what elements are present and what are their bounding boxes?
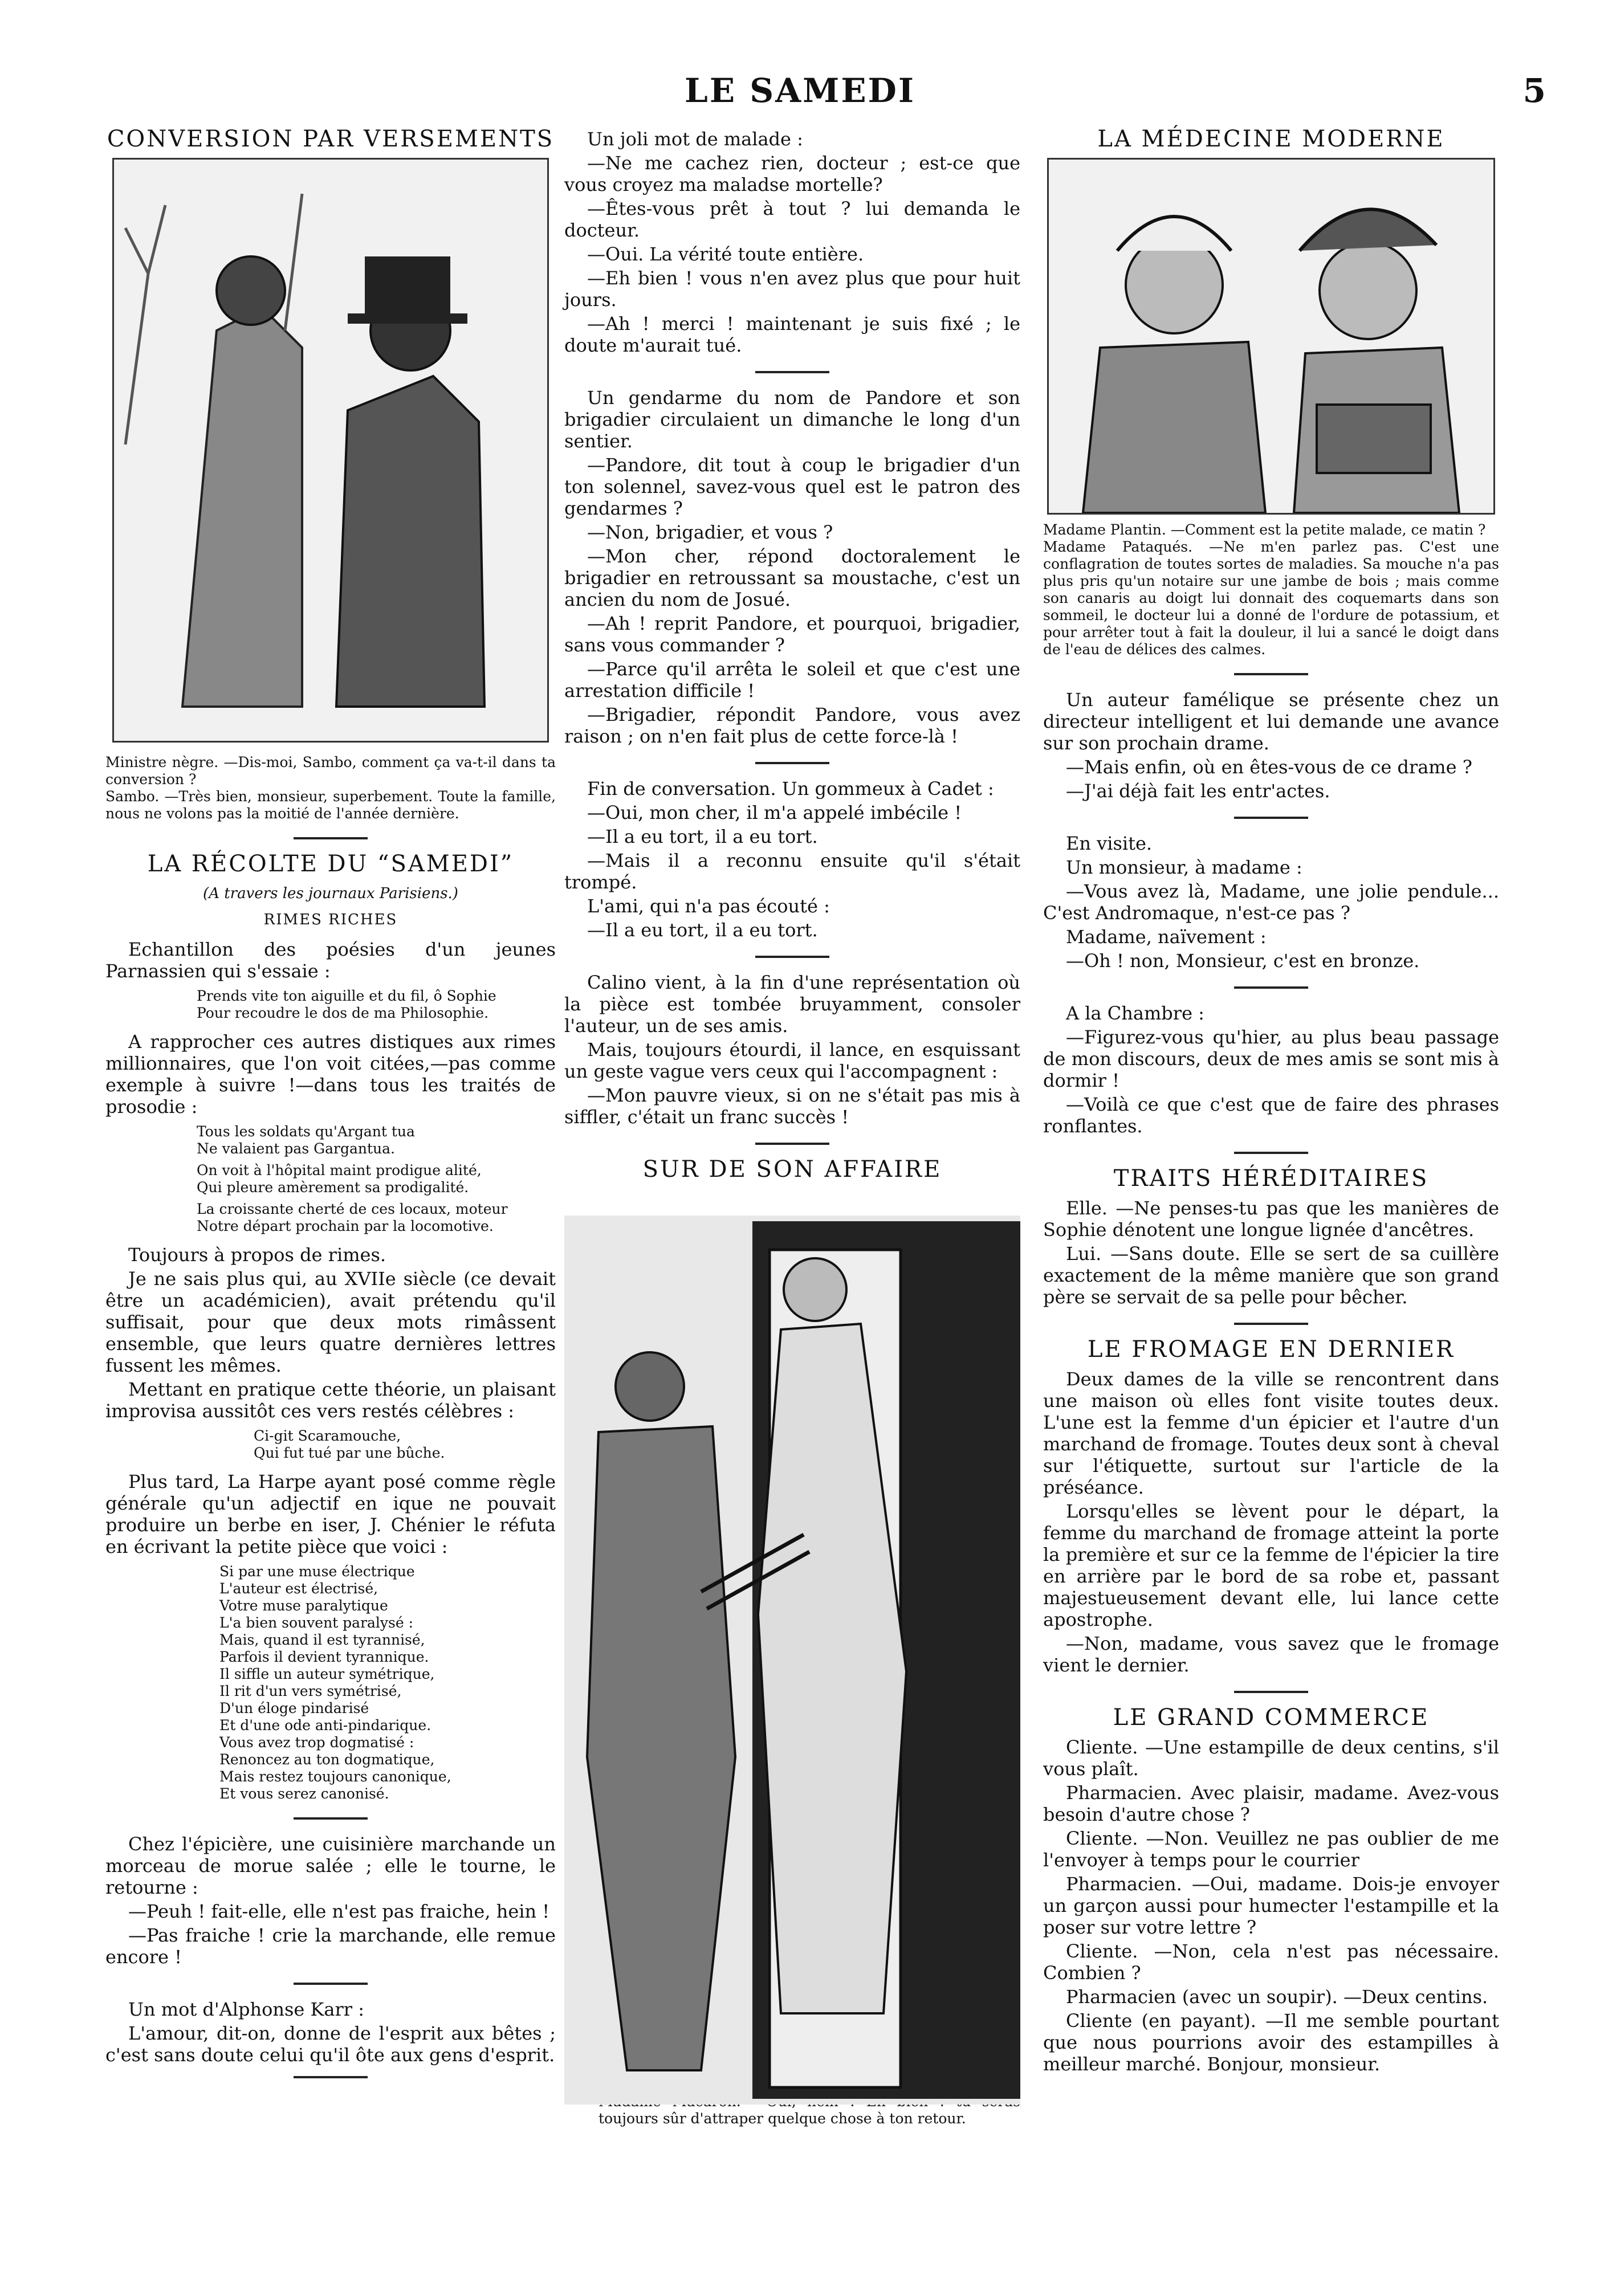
- paragraph: L'amour, dit-on, donne de l'esprit aux bêtes ; c'est sans doute celui qu'il ôte aux gens d'esprit.: [105, 2022, 556, 2066]
- illustration-figures: [564, 1159, 1020, 2105]
- paragraph: Echantillon des poésies d'un jeunes Parnassien qui s'essaie :: [105, 939, 556, 982]
- divider: [755, 371, 829, 373]
- illustration-medecine: [1047, 158, 1495, 515]
- verse-line: Tous les soldats qu'Argant tua: [197, 1123, 415, 1140]
- paragraph: —Ah ! merci ! maintenant je suis fixé ; le doute m'aurait tué.: [564, 313, 1020, 356]
- illustration-title: SUR DE SON AFFAIRE: [642, 1159, 942, 1182]
- paragraph: Cliente. —Non. Veuillez ne pas oublier de me l'envoyer à temps pour le courrier: [1043, 1828, 1499, 1871]
- verse-line: Votre muse paralytique: [219, 1597, 388, 1614]
- paragraph: —Ne me cachez rien, docteur ; est-ce que vous croyez ma maladse mortelle?: [564, 152, 1020, 195]
- divider: [755, 1143, 829, 1145]
- divider: [755, 956, 829, 958]
- paragraph: —Il a eu tort, il a eu tort.: [587, 826, 818, 847]
- paragraph: Elle. —Ne penses-tu pas que les manières de Sophie dénotent une longue lignée d'ancêtres.: [1043, 1197, 1499, 1241]
- paragraph: —Oh ! non, Monsieur, c'est en bronze.: [1066, 950, 1420, 972]
- divider: [1234, 1152, 1308, 1154]
- paragraph: —Mais enfin, où en êtes-vous de ce drame ?: [1066, 756, 1472, 778]
- verse-line: Qui pleure amèrement sa prodigalité.: [197, 1179, 469, 1196]
- verse-line: Il siffle un auteur symétrique,: [219, 1666, 435, 1682]
- paragraph: —Mon pauvre vieux, si on ne s'était pas mis à siffler, c'était un franc succès !: [564, 1084, 1020, 1128]
- paragraph: Mettant en pratique cette théorie, un plaisant improvisa aussitôt ces vers restés célèbres :: [105, 1379, 556, 1422]
- illustration-conversion: [112, 158, 549, 743]
- illustration-figures: [1049, 160, 1493, 513]
- paragraph: Madame, naïvement :: [1066, 926, 1267, 948]
- paragraph: —Parce qu'il arrêta le soleil et que c'est une arrestation difficile !: [564, 658, 1020, 702]
- verse-3: [254, 1428, 556, 1462]
- verse-line: L'a bien souvent paralysé :: [219, 1614, 414, 1631]
- paragraph: —Voilà ce que c'est que de faire des phrases ronflantes.: [1043, 1094, 1499, 1137]
- paragraph: —Pandore, dit tout à coup le brigadier d'un ton solennel, savez-vous quel est le patron des gendarmes ?: [564, 454, 1020, 519]
- verse-line: On voit à l'hôpital maint prodigue alité,: [197, 1162, 482, 1178]
- column-left: [105, 128, 556, 2092]
- column-right: [1043, 128, 1499, 2077]
- paragraph: Lui. —Sans doute. Elle se sert de sa cuillère exactement de la même manière que son grand père se servait de sa pelle pour bêcher.: [1043, 1243, 1499, 1308]
- divider: [1234, 986, 1308, 989]
- verse-2: [197, 1123, 556, 1235]
- divider: [1234, 1323, 1308, 1325]
- paragraph: —Oui. La vérité toute entière.: [587, 243, 864, 265]
- paragraph: Fin de conversation. Un gommeux à Cadet :: [587, 778, 994, 800]
- paragraph: —Pas fraiche ! crie la marchande, elle remue encore !: [105, 1924, 556, 1968]
- verse-line: Il rit d'un vers symétrisé,: [219, 1683, 402, 1699]
- divider: [1234, 673, 1308, 675]
- column-middle: [564, 128, 1020, 2127]
- divider: [1234, 817, 1308, 819]
- verse-line: Et d'une ode anti-pindarique.: [219, 1717, 431, 1734]
- paragraph: Cliente (en payant). —Il me semble pourtant que nous pourrions avoir des estampilles à meilleur marché. Bonjour, monsieur.: [1043, 2010, 1499, 2075]
- paragraph: —Il a eu tort, il a eu tort.: [587, 919, 818, 941]
- verse-line: Qui fut tué par une bûche.: [254, 1445, 445, 1461]
- paragraph: Un auteur famélique se présente chez un directeur intelligent et lui demande une avance sur son prochain drame.: [1043, 689, 1499, 754]
- paragraph: —Mais il a reconnu ensuite qu'il s'était trompé.: [564, 850, 1020, 893]
- paragraph: Deux dames de la ville se rencontrent dans une maison où elles font visite toutes deux. L'une est la femme d'un épicier et l'autre d'un marchand de fromage. Toutes deux sont à cheval sur l'étiquette, surtout sur l'article de la préséance.: [1043, 1368, 1499, 1498]
- divider: [755, 762, 829, 764]
- paragraph: —Non, madame, vous savez que le fromage vient le dernier.: [1043, 1633, 1499, 1676]
- verse-line: Ci-git Scaramouche,: [254, 1428, 401, 1444]
- caption-medecine-2: Madame Pataqués. —Ne m'en parlez pas. C'est une conflagration de toutes sortes de maladies. Sa mouche n'a pas plus pris qu'un notaire sur une jambe de bois ; mais comme son canaris au doigt lui donnait des coquemarts dans son sommeil, le docteur lui a donné de l'ordure de potassium, et pour arrêter tout à fait la douleur, il lui a sancé le doigt dans de l'eau de délices des calmes.: [1043, 539, 1499, 658]
- heading-fromage: LE FROMAGE EN DERNIER: [1087, 1336, 1455, 1363]
- paragraph: —J'ai déjà fait les entr'actes.: [1066, 780, 1330, 802]
- verse-line: Prends vite ton aiguille et du fil, ô Sophie: [197, 988, 496, 1004]
- paragraph: —Eh bien ! vous n'en avez plus que pour huit jours.: [564, 267, 1020, 311]
- paragraph: —Brigadier, répondit Pandore, vous avez raison ; on n'en fait plus de cette force-là !: [564, 704, 1020, 747]
- verse-line: La croissante cherté de ces locaux, moteur: [197, 1201, 508, 1217]
- paragraph: L'ami, qui n'a pas écouté :: [587, 895, 830, 917]
- paragraph: Un joli mot de malade :: [587, 128, 803, 150]
- page-header: [0, 71, 1600, 123]
- heading-recolte: LA RÉCOLTE DU “SAMEDI”: [147, 851, 514, 877]
- paragraph: Lorsqu'elles se lèvent pour le départ, la femme du marchand de fromage atteint la porte la première et sur ce la femme de l'épicier la tire en arrière par le bord de sa robe et, passant majestueusement devant elle, lui lance cette apostrophe.: [1043, 1500, 1499, 1630]
- subheading-recolte: (A travers les journaux Parisiens.): [203, 885, 458, 902]
- verse-line: D'un éloge pindarisé: [219, 1700, 369, 1716]
- divider: [294, 1817, 368, 1820]
- heading-conversion: CONVERSION PAR VERSEMENTS: [107, 126, 555, 152]
- heading-medecine: LA MÉDECINE MODERNE: [1097, 126, 1445, 152]
- paragraph: Pharmacien (avec un soupir). —Deux centins.: [1066, 1986, 1488, 2008]
- paragraph: A rapprocher ces autres distiques aux rimes millionnaires, que l'on voit citées,—pas comme exemple à suivre !—dans tous les traités de prosodie :: [105, 1031, 556, 1118]
- paragraph: Pharmacien. —Oui, madame. Dois-je envoyer un garçon aussi pour humecter l'estampille et la poser sur votre lettre ?: [1043, 1873, 1499, 1938]
- divider: [1234, 1691, 1308, 1693]
- verse-line: Renoncez au ton dogmatique,: [219, 1751, 435, 1768]
- illustration-sur-de-son-affaire: [564, 1159, 1020, 2105]
- paragraph: En visite.: [1066, 833, 1153, 854]
- paragraph: —Figurez-vous qu'hier, au plus beau passage de mon discours, deux de mes amis se sont mis à dormir !: [1043, 1026, 1499, 1091]
- paragraph: Je ne sais plus qui, au XVIIe siècle (ce devait être un académicien), avait prétendu qu'il suffisait, pour que deux mots rimâssent ensemble, que leurs quatre dernières lettres fussent les mêmes.: [105, 1268, 556, 1376]
- caption-medecine-1: Madame Plantin. —Comment est la petite malade, ce matin ?: [1043, 521, 1486, 538]
- divider: [294, 2076, 368, 2078]
- heading-traits: TRAITS HÉRÉDITAIRES: [1113, 1165, 1429, 1192]
- verse-line: Si par une muse électrique: [219, 1563, 415, 1580]
- paragraph: Un mot d'Alphonse Karr :: [128, 1999, 365, 2020]
- paragraph: —Non, brigadier, et vous ?: [587, 521, 833, 543]
- verse-line: Notre départ prochain par la locomotive.: [197, 1218, 494, 1234]
- illustration-figures: [114, 160, 547, 741]
- caption-affaire-2: toujours sûr d'attraper quelque chose à ton retour.: [599, 2110, 966, 2127]
- verse-1: [197, 988, 556, 1022]
- paragraph: Chez l'épicière, une cuisinière marchande un morceau de morue salée ; elle le tourne, le retourne :: [105, 1833, 556, 1898]
- paragraph: Pharmacien. Avec plaisir, madame. Avez-vous besoin d'autre chose ?: [1043, 1782, 1499, 1825]
- verse-line: Mais, quand il est tyrannisé,: [219, 1632, 425, 1648]
- verse-line: Mais restez toujours canonique,: [219, 1768, 451, 1785]
- paragraph: A la Chambre :: [1066, 1002, 1204, 1024]
- verse-line: Pour recoudre le dos de ma Philosophie.: [197, 1005, 489, 1021]
- newspaper-title: LE SAMEDI: [685, 71, 915, 110]
- paragraph: —Êtes-vous prêt à tout ? lui demanda le docteur.: [564, 198, 1020, 241]
- paragraph: —Oui, mon cher, il m'a appelé imbécile !: [587, 802, 962, 823]
- paragraph: Mais, toujours étourdi, il lance, en esquissant un geste vague vers ceux qui l'accompagnent :: [564, 1039, 1020, 1082]
- paragraph: Un monsieur, à madame :: [1066, 857, 1302, 878]
- verse-line: Et vous serez canonisé.: [219, 1785, 389, 1802]
- paragraph: —Vous avez là, Madame, une jolie pendule... C'est Andromaque, n'est-ce pas ?: [1043, 880, 1499, 924]
- paragraph: Un gendarme du nom de Pandore et son brigadier circulaient un dimanche le long d'un sentier.: [564, 387, 1020, 452]
- verse-line: Parfois il devient tyrannique.: [219, 1649, 429, 1665]
- paragraph: —Ah ! reprit Pandore, et pourquoi, brigadier, sans vous commander ?: [564, 613, 1020, 656]
- paragraph: Toujours à propos de rimes.: [128, 1244, 386, 1266]
- verse-line: Ne valaient pas Gargantua.: [197, 1140, 395, 1157]
- caption-conversion-1: Ministre nègre. —Dis-moi, Sambo, comment ça va-t-il dans ta conversion ?: [105, 754, 556, 788]
- paragraph: —Mon cher, répond doctoralement le brigadier en retroussant sa moustache, c'est un ancien du nom de Josué.: [564, 545, 1020, 610]
- divider: [294, 1983, 368, 1985]
- subheading-rimes: RIMES RICHES: [263, 911, 398, 928]
- paragraph: Cliente. —Une estampille de deux centins, s'il vous plaît.: [1043, 1736, 1499, 1780]
- paragraph: Plus tard, La Harpe ayant posé comme règle générale qu'un adjectif en ique ne pouvait produire un berbe en iser, J. Chénier le réfuta en écrivant la petite pièce que voici :: [105, 1471, 556, 1557]
- paragraph: Calino vient, à la fin d'une représentation où la pièce est tombée bruyamment, consoler l'auteur, un de ses amis.: [564, 972, 1020, 1037]
- divider: [294, 837, 368, 839]
- heading-commerce: LE GRAND COMMERCE: [1113, 1704, 1430, 1731]
- verse-line: Vous avez trop dogmatisé :: [219, 1734, 414, 1751]
- paragraph: Cliente. —Non, cela n'est pas nécessaire. Combien ?: [1043, 1940, 1499, 1984]
- paragraph: —Peuh ! fait-elle, elle n'est pas fraiche, hein !: [128, 1901, 550, 1922]
- verse-4: [219, 1563, 556, 1802]
- verse-line: L'auteur est électrisé,: [219, 1580, 378, 1597]
- page-number: 5: [1522, 71, 1546, 110]
- caption-conversion-2: Sambo. —Très bien, monsieur, superbement. Toute la famille, nous ne volons pas la moitié de l'année dernière.: [105, 788, 556, 822]
